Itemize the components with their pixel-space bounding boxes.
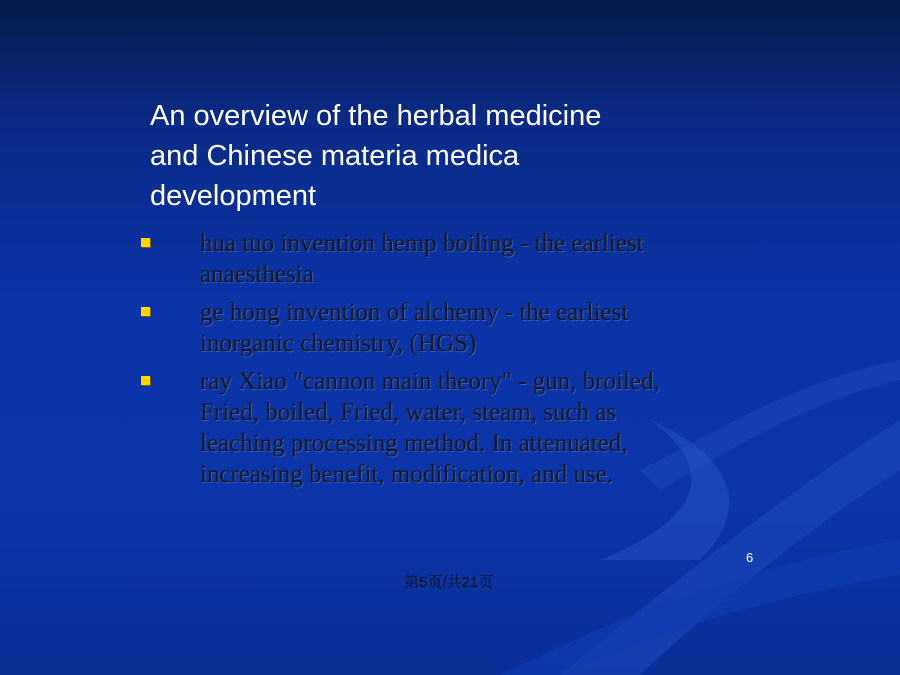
title-line: development [150, 180, 317, 212]
title-line: and Chinese materia medica [150, 140, 520, 172]
bullet-line: increasing benefit, modification, and use. [200, 461, 614, 488]
bullet-text [200, 297, 728, 359]
square-bullet-icon [141, 238, 150, 247]
page-footer: 第5页/共21页 [404, 574, 494, 591]
bullet-text [200, 228, 728, 290]
bullet-text [200, 366, 728, 490]
square-bullet-icon [141, 376, 150, 385]
title-line: An overview of the herbal medicine [150, 100, 602, 132]
bullet-item [138, 366, 728, 490]
bullet-list [138, 228, 728, 497]
bullet-item [138, 228, 728, 290]
bullet-line: leaching processing method. In attenuated, [200, 430, 628, 457]
bullet-item [138, 297, 728, 359]
bullet-line: inorganic chemistry, (HGS) [200, 330, 477, 357]
slide-title [150, 96, 710, 216]
bullet-line: Fried, boiled, Fried, water, steam, such as [200, 399, 617, 426]
bullet-line: anaesthesia [200, 261, 314, 288]
bullet-line: hua tuo invention hemp boiling - the earliest [200, 230, 644, 257]
slide-number: 6 [746, 550, 754, 565]
bullet-line: ge hong invention of alchemy - the earliest [200, 299, 629, 326]
bullet-line: ray Xiao "cannon main theory" - gun, broiled, [200, 368, 660, 395]
square-bullet-icon [141, 307, 150, 316]
